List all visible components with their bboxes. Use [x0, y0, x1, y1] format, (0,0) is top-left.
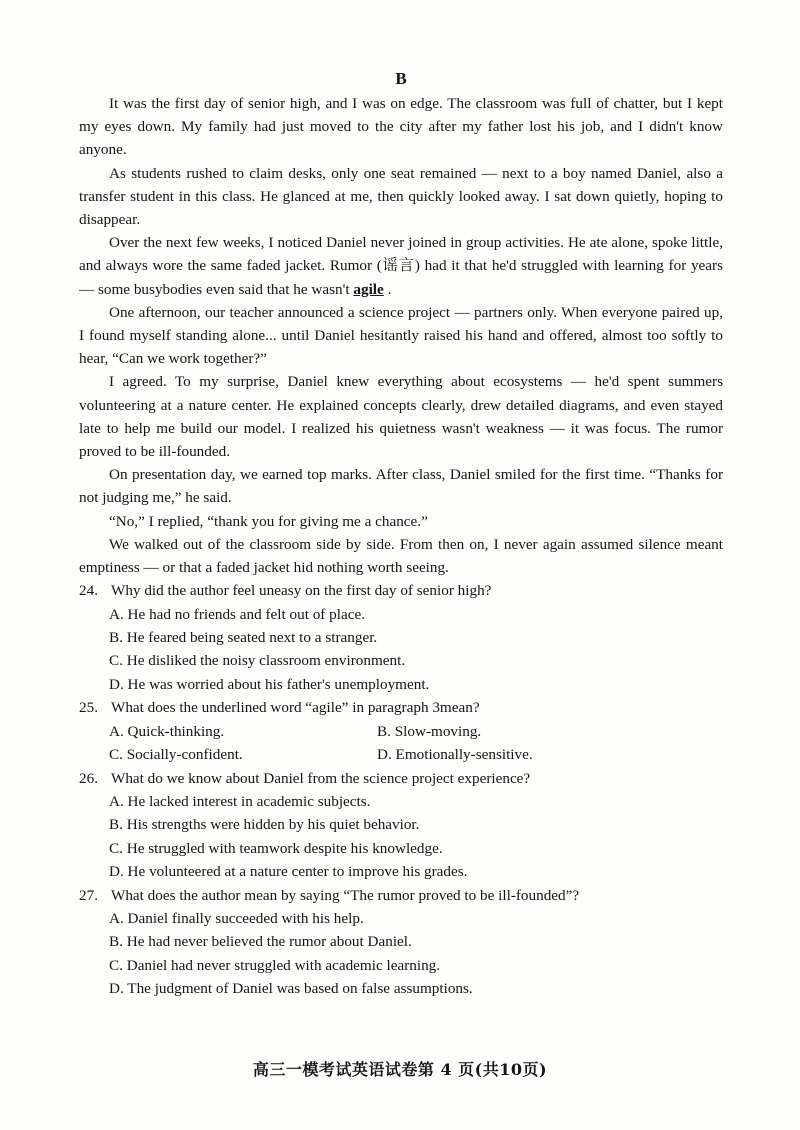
reading-passage: [79, 92, 723, 579]
question-text: What do we know about Daniel from the science project experience?: [111, 769, 531, 787]
option-d: D. He was worried about his father's unemployment.: [109, 675, 430, 693]
question-25: [79, 696, 723, 766]
option-a: A. Quick-thinking.: [109, 722, 225, 740]
paragraph-3-end: .: [383, 280, 392, 298]
option-d: D. Emotionally-sensitive.: [377, 746, 533, 764]
question-number: 24.: [79, 582, 98, 600]
passage-paragraph-8: We walked out of the classroom side by side. From then on, I never again assumed silence meant emptiness — or that a faded jacket hid nothing worth seeing.: [79, 535, 723, 577]
passage-paragraph-1: It was the first day of senior high, and I was on edge. The classroom was full of chatter, but I kept my eyes down. My family had just moved to the city after my father lost his job, and I didn't know anyone.: [79, 95, 723, 159]
option-grid: [79, 720, 723, 767]
question-stem: [79, 579, 723, 602]
option-b: B. Slow-moving.: [377, 722, 482, 740]
option-a: A. He had no friends and felt out of place.: [109, 605, 365, 623]
question-stem: [79, 767, 723, 790]
passage-paragraph-3: [79, 231, 723, 301]
question-stem: [79, 884, 723, 907]
question-number: 26.: [79, 769, 98, 787]
passage-paragraph-2: As students rushed to claim desks, only one seat remained — next to a boy named Daniel, also a transfer student in this class. He glanced at me, then quickly looked away. I sat down quietly, hoping to disappear.: [79, 164, 723, 229]
option-b: B. His strengths were hidden by his quiet behavior.: [109, 816, 420, 834]
option-a: A. Daniel finally succeeded with his help.: [109, 909, 364, 927]
option-b: B. He had never believed the rumor about Daniel.: [109, 933, 412, 951]
question-list: [79, 579, 723, 1000]
option-d: D. The judgment of Daniel was based on false assumptions.: [109, 980, 473, 998]
question-text: What does the author mean by saying “The rumor proved to be ill-founded”?: [111, 886, 580, 904]
option-d: D. He volunteered at a nature center to improve his grades.: [109, 863, 468, 881]
passage-paragraph-7: “No,” I replied, “thank you for giving me a chance.”: [109, 512, 428, 530]
option-a: A. He lacked interest in academic subjects.: [109, 792, 371, 810]
exam-page: [79, 68, 723, 1001]
question-number: 27.: [79, 886, 98, 904]
option-c: C. He struggled with teamwork despite his knowledge.: [109, 839, 443, 857]
underlined-word-agile: agile: [353, 280, 384, 298]
passage-paragraph-4: One afternoon, our teacher announced a science project — partners only. When everyone paired up, I found myself standing alone... until Daniel hesitantly raised his hand and offered, almost too softly to hear, “Can we work together?”: [79, 303, 723, 368]
page-footer: 高三一模考试英语试卷第 4 页(共10页): [252, 1060, 548, 1079]
question-24: [79, 579, 723, 696]
passage-paragraph-6: On presentation day, we earned top marks. After class, Daniel smiled for the first time. “Thanks for not judging me,” he said.: [79, 466, 723, 507]
option-c: C. Socially-confident.: [109, 746, 243, 764]
question-stem: [79, 696, 723, 719]
question-26: [79, 767, 723, 884]
section-title: B: [395, 69, 407, 88]
question-27: [79, 884, 723, 1001]
passage-paragraph-5: I agreed. To my surprise, Daniel knew everything about ecosystems — he'd spent summers volunteering at a nature center. He explained concepts clearly, drew detailed diagrams, and even stayed late to help me build our model. I realized his quietness wasn't weakness — it was focus. The rumor proved to be ill-founded.: [79, 373, 723, 461]
option-b: B. He feared being seated next to a stranger.: [109, 629, 378, 647]
question-number: 25.: [79, 699, 98, 717]
question-text: Why did the author feel uneasy on the first day of senior high?: [111, 582, 492, 600]
option-c: C. Daniel had never struggled with academic learning.: [109, 956, 441, 974]
option-c: C. He disliked the noisy classroom environment.: [109, 652, 406, 670]
question-text: What does the underlined word “agile” in paragraph 3mean?: [111, 699, 480, 717]
paragraph-3-text: Over the next few weeks, I noticed Daniel never joined in group activities. He ate alone, spoke little, and always wore the same faded jacket. Rumor (谣言) had it that he'd struggled with learning for years — some busybodies even said that he wasn't: [79, 234, 723, 298]
